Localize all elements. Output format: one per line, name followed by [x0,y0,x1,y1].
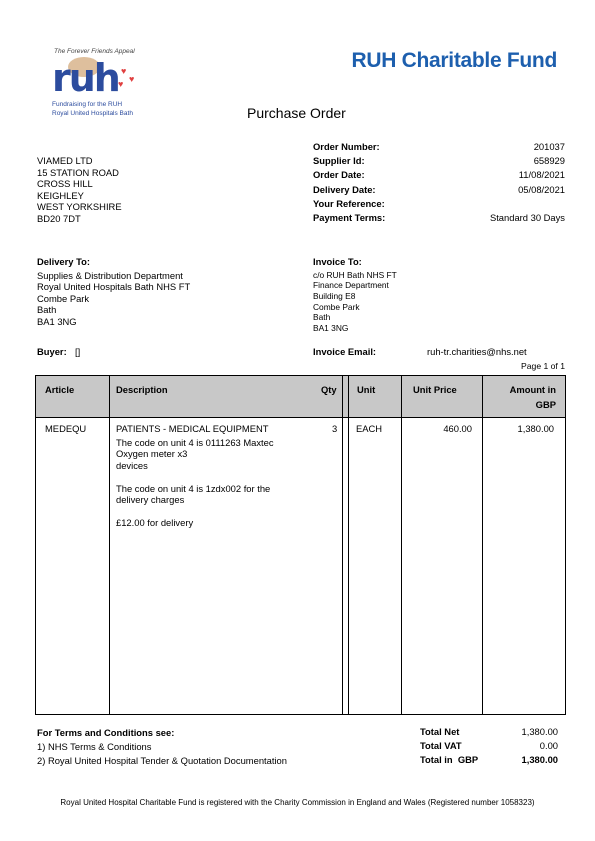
amount-header-line: GBP [535,399,556,410]
column-header-amount [510,382,556,412]
address-line: Building E8 [313,290,356,301]
description-line [116,506,306,518]
description-line: The code on unit 4 is 0111263 Maxtec [116,436,274,448]
order-date-label: Order Date: [313,169,365,180]
buyer-label: Buyer: [37,346,67,357]
logo-tagline: The Forever Friends Appeal [54,48,135,55]
description-title: PATIENTS - MEDICAL EQUIPMENT [116,423,269,434]
order-number-value: 201037 [533,141,565,152]
column-header-qty: Qty [321,384,337,395]
your-reference-label: Your Reference: [313,198,385,209]
total-vat-value: 0.00 [539,740,558,751]
invoice-email-label: Invoice Email: [313,346,377,357]
cell-amount: 1,380.00 [517,423,554,434]
invoice-address [313,256,397,334]
total-net-label: Total Net [420,726,460,737]
heart-icon: ♥ [121,66,127,76]
delivery-heading: Delivery To: [37,256,90,267]
description-line [116,471,306,483]
column-header-article: Article [45,384,75,395]
logo-hospital-name: Royal United Hospitals Bath [52,110,133,117]
address-line: Combe Park [37,292,90,304]
cell-description [116,423,306,529]
page-info: Page 1 of 1 [521,361,565,371]
supplier-address [37,155,122,224]
total-gbp-value: 1,380.00 [521,754,558,765]
terms-item: 1) NHS Terms & Conditions [37,741,152,752]
address-line: Royal United Hospitals Bath NHS FT [37,281,191,292]
total-net-value: 1,380.00 [521,726,558,737]
cell-unit: EACH [356,423,383,434]
ruh-logo [48,48,148,120]
delivery-address [37,256,190,327]
payment-terms-label: Payment Terms: [313,212,386,223]
invoice-email-value: ruh-tr.charities@nhs.net [427,346,527,357]
cell-qty: 3 [332,423,338,434]
terms-section [37,726,287,768]
address-line: Bath [37,304,57,315]
brand-title: RUH Charitable Fund [351,49,557,72]
column-header-description: Description [116,384,168,395]
column-header-unit-price: Unit Price [413,384,457,395]
terms-heading: For Terms and Conditions see: [37,727,175,738]
description-line: £12.00 for delivery [116,517,194,528]
heart-icon: ♥ [118,79,124,89]
supplier-id-value: 658929 [533,155,565,166]
address-line: CROSS HILL [37,178,93,189]
delivery-date-label: Delivery Date: [313,184,376,195]
address-line: BD20 7DT [37,212,81,224]
description-line: The code on unit 4 is 1zdx002 for the [116,482,271,494]
total-vat-label: Total VAT [420,740,462,751]
total-gbp-label: Total in GBP [420,754,479,765]
delivery-date-value: 05/08/2021 [518,184,565,195]
order-date-value: 11/08/2021 [518,169,565,180]
address-line: Supplies & Distribution Department [37,269,183,281]
cell-unit-price: 460.00 [443,423,472,434]
address-line: KEIGHLEY [37,189,84,201]
line-items-table [35,375,566,715]
address-line: 15 STATION ROAD [37,166,119,178]
description-line: Oxygen meter x3 [116,448,188,459]
address-line: WEST YORKSHIRE [37,201,122,212]
description-line: delivery charges [116,494,185,505]
buyer-value: [] [75,346,81,357]
column-header-unit: Unit [357,384,376,395]
description-line: devices [116,459,148,471]
logo-subtitle: Fundraising for the RUH [52,101,123,108]
payment-terms-value: Standard 30 Days [489,212,565,223]
order-number-label: Order Number: [313,141,380,152]
address-line: Finance Department [313,280,389,291]
heart-icon: ♥ [129,74,135,84]
address-line: BA1 3NG [313,323,349,334]
address-line: Combe Park [313,301,360,312]
address-line: c/o RUH Bath NHS FT [313,269,397,280]
logo-mark: ruh [52,56,119,100]
address-line: BA1 3NG [37,315,77,327]
supplier-id-label: Supplier Id: [313,155,365,166]
footer-registration: Royal United Hospital Charitable Fund is registered with the Charity Commission in England and Wales (Registered number 1058323) [60,798,535,807]
address-line: VIAMED LTD [37,155,93,166]
terms-item: 2) Royal United Hospital Tender & Quotation Documentation [37,755,287,766]
address-line: Bath [313,312,331,323]
amount-header-line: Amount in [509,384,556,395]
cell-article: MEDEQU [45,423,87,434]
document-title: Purchase Order [247,105,346,121]
invoice-heading: Invoice To: [313,256,362,267]
